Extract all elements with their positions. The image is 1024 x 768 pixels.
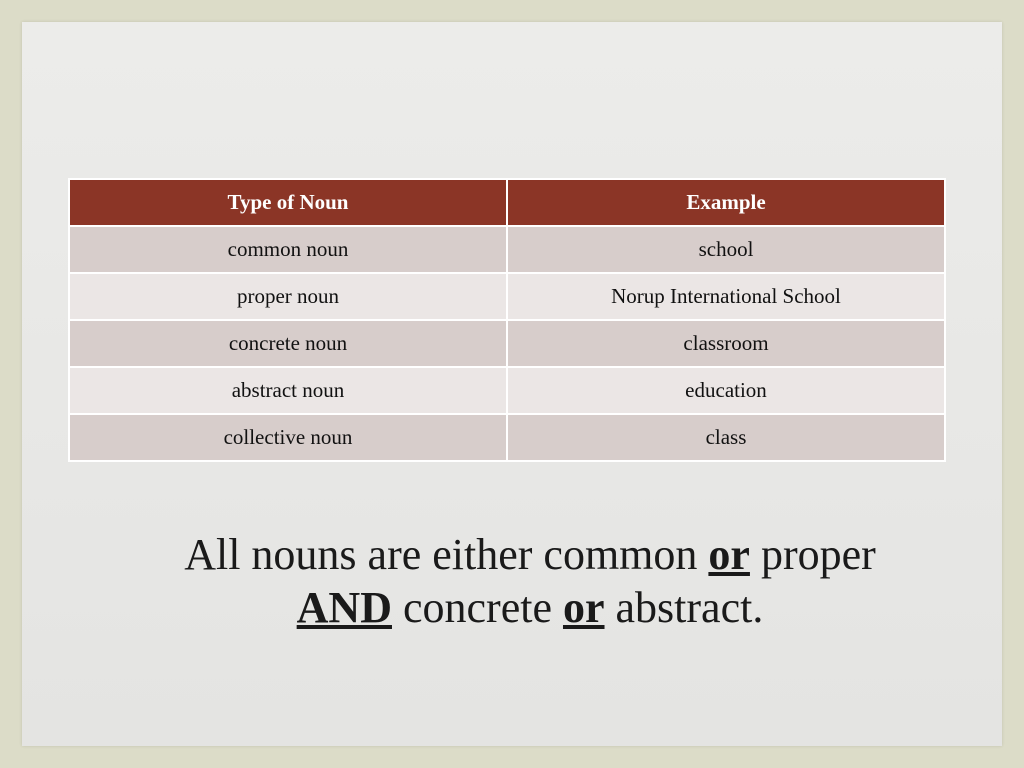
noun-type-cell: common noun — [69, 226, 507, 273]
header-type-of-noun: Type of Noun — [69, 179, 507, 226]
summary-line1-part-b: proper — [749, 530, 876, 579]
emphasis-or-1: or — [708, 530, 750, 579]
table-header-row — [69, 179, 945, 226]
noun-types-table — [68, 178, 946, 462]
summary-line2-part-b: abstract. — [604, 583, 764, 632]
header-example: Example — [507, 179, 945, 226]
noun-type-cell: abstract noun — [69, 367, 507, 414]
noun-type-cell: concrete noun — [69, 320, 507, 367]
summary-text — [90, 528, 970, 634]
example-cell: classroom — [507, 320, 945, 367]
table-row — [69, 414, 945, 461]
example-cell: class — [507, 414, 945, 461]
summary-line-2 — [90, 581, 970, 634]
emphasis-or-2: or — [562, 583, 605, 632]
table-row — [69, 273, 945, 320]
noun-type-cell: collective noun — [69, 414, 507, 461]
table-row — [69, 320, 945, 367]
summary-line2-part-a: concrete — [391, 583, 563, 632]
summary-line-1 — [90, 528, 970, 581]
noun-type-cell: proper noun — [69, 273, 507, 320]
summary-line1-part-a: All nouns are either common — [184, 530, 709, 579]
emphasis-and: AND — [296, 583, 392, 632]
example-cell: education — [507, 367, 945, 414]
table-row — [69, 226, 945, 273]
example-cell: school — [507, 226, 945, 273]
table-row — [69, 367, 945, 414]
example-cell: Norup International School — [507, 273, 945, 320]
